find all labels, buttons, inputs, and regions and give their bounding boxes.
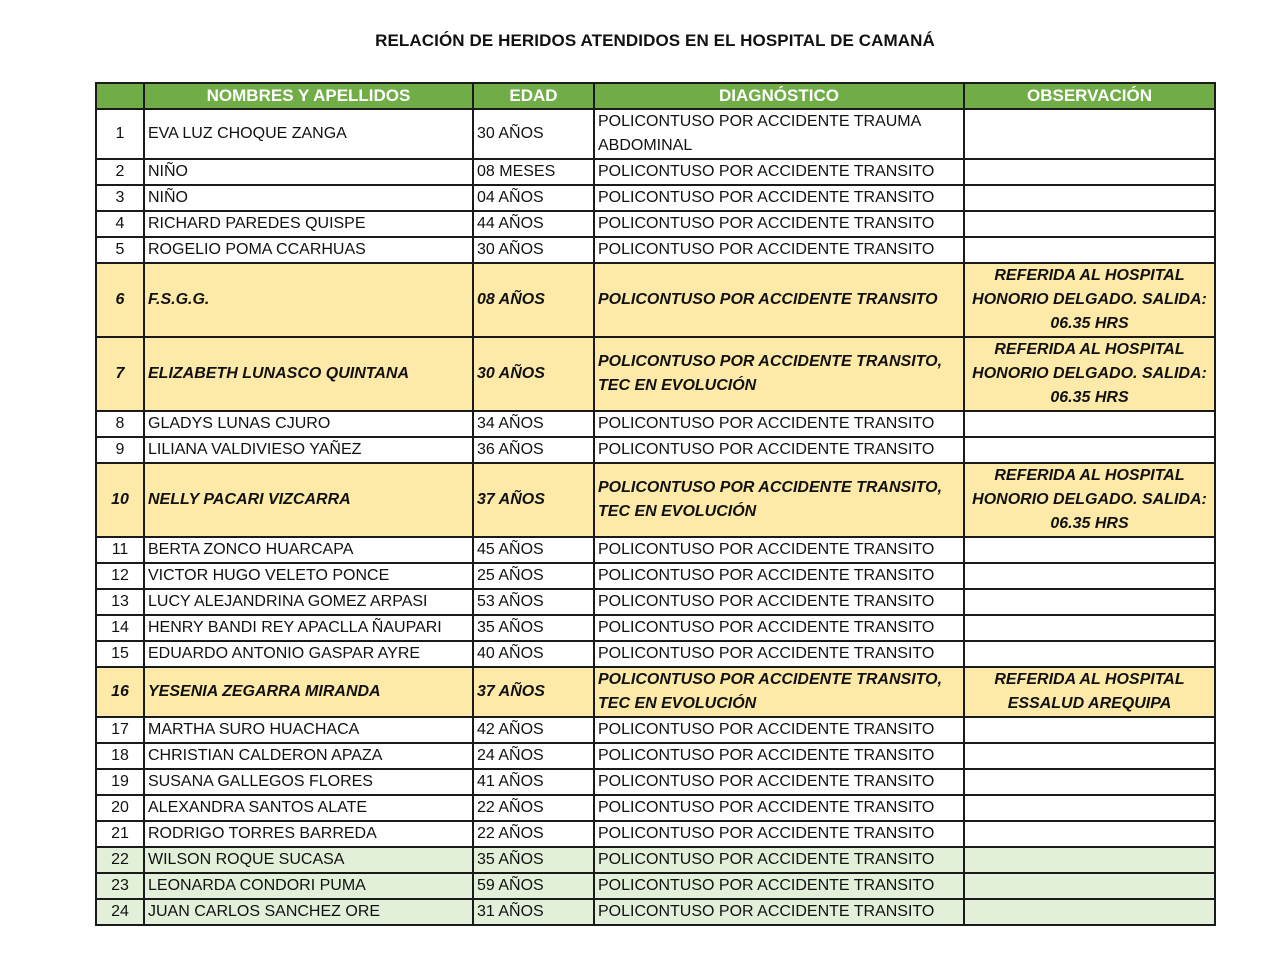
table-row bbox=[96, 185, 1215, 211]
diagnosis-cell: POLICONTUSO POR ACCIDENTE TRANSITO bbox=[594, 615, 964, 641]
diagnosis-cell: POLICONTUSO POR ACCIDENTE TRANSITO bbox=[594, 795, 964, 821]
diagnosis-cell: POLICONTUSO POR ACCIDENTE TRANSITO bbox=[594, 589, 964, 615]
patient-name-cell: MARTHA SURO HUACHACA bbox=[144, 717, 473, 743]
observation-cell bbox=[964, 109, 1215, 159]
age-cell: 30 AÑOS bbox=[473, 237, 594, 263]
age-cell: 36 AÑOS bbox=[473, 437, 594, 463]
table-row bbox=[96, 589, 1215, 615]
observation-cell bbox=[964, 159, 1215, 185]
table-row bbox=[96, 899, 1215, 925]
row-number-cell: 20 bbox=[96, 795, 144, 821]
observation-cell bbox=[964, 411, 1215, 437]
diagnosis-cell: POLICONTUSO POR ACCIDENTE TRANSITO bbox=[594, 237, 964, 263]
observation-cell bbox=[964, 211, 1215, 237]
patient-name-cell: WILSON ROQUE SUCASA bbox=[144, 847, 473, 873]
age-cell: 35 AÑOS bbox=[473, 615, 594, 641]
table-row bbox=[96, 847, 1215, 873]
age-cell: 22 AÑOS bbox=[473, 795, 594, 821]
row-number-cell: 12 bbox=[96, 563, 144, 589]
row-number-cell: 19 bbox=[96, 769, 144, 795]
observation-cell bbox=[964, 237, 1215, 263]
age-cell: 31 AÑOS bbox=[473, 899, 594, 925]
observation-cell bbox=[964, 795, 1215, 821]
diagnosis-cell: POLICONTUSO POR ACCIDENTE TRANSITO bbox=[594, 873, 964, 899]
patient-name-cell: LILIANA VALDIVIESO YAÑEZ bbox=[144, 437, 473, 463]
patient-name-cell: LUCY ALEJANDRINA GOMEZ ARPASI bbox=[144, 589, 473, 615]
age-cell: 25 AÑOS bbox=[473, 563, 594, 589]
age-cell: 08 AÑOS bbox=[473, 263, 594, 337]
table-row bbox=[96, 641, 1215, 667]
age-cell: 40 AÑOS bbox=[473, 641, 594, 667]
patient-name-cell: NIÑO bbox=[144, 159, 473, 185]
row-number-cell: 3 bbox=[96, 185, 144, 211]
age-cell: 24 AÑOS bbox=[473, 743, 594, 769]
diagnosis-cell: POLICONTUSO POR ACCIDENTE TRANSITO bbox=[594, 185, 964, 211]
observation-cell bbox=[964, 769, 1215, 795]
observation-cell bbox=[964, 563, 1215, 589]
diagnosis-cell: POLICONTUSO POR ACCIDENTE TRANSITO bbox=[594, 641, 964, 667]
table-row bbox=[96, 667, 1215, 717]
age-cell: 30 AÑOS bbox=[473, 109, 594, 159]
diagnosis-cell: POLICONTUSO POR ACCIDENTE TRANSITO bbox=[594, 769, 964, 795]
patient-name-cell: GLADYS LUNAS CJURO bbox=[144, 411, 473, 437]
table-row bbox=[96, 437, 1215, 463]
observation-cell bbox=[964, 185, 1215, 211]
observation-cell bbox=[964, 615, 1215, 641]
row-number-cell: 16 bbox=[96, 667, 144, 717]
diagnosis-cell: POLICONTUSO POR ACCIDENTE TRANSITO bbox=[594, 717, 964, 743]
observation-cell bbox=[964, 437, 1215, 463]
row-number-cell: 17 bbox=[96, 717, 144, 743]
diagnosis-cell: POLICONTUSO POR ACCIDENTE TRANSITO bbox=[594, 899, 964, 925]
diagnosis-cell: POLICONTUSO POR ACCIDENTE TRANSITO bbox=[594, 743, 964, 769]
diagnosis-cell: POLICONTUSO POR ACCIDENTE TRAUMA ABDOMINAL bbox=[594, 109, 964, 159]
patient-name-cell: ELIZABETH LUNASCO QUINTANA bbox=[144, 337, 473, 411]
age-cell: 42 AÑOS bbox=[473, 717, 594, 743]
age-cell: 44 AÑOS bbox=[473, 211, 594, 237]
table-row bbox=[96, 159, 1215, 185]
observation-cell: REFERIDA AL HOSPITAL HONORIO DELGADO. SALIDA: 06.35 HRS bbox=[964, 263, 1215, 337]
diagnosis-cell: POLICONTUSO POR ACCIDENTE TRANSITO bbox=[594, 411, 964, 437]
diagnosis-cell: POLICONTUSO POR ACCIDENTE TRANSITO bbox=[594, 437, 964, 463]
row-number-cell: 7 bbox=[96, 337, 144, 411]
diagnosis-cell: POLICONTUSO POR ACCIDENTE TRANSITO bbox=[594, 537, 964, 563]
header-observation: OBSERVACIÓN bbox=[964, 83, 1215, 109]
table-row bbox=[96, 563, 1215, 589]
row-number-cell: 22 bbox=[96, 847, 144, 873]
patient-name-cell: YESENIA ZEGARRA MIRANDA bbox=[144, 667, 473, 717]
observation-cell bbox=[964, 821, 1215, 847]
age-cell: 30 AÑOS bbox=[473, 337, 594, 411]
diagnosis-cell: POLICONTUSO POR ACCIDENTE TRANSITO bbox=[594, 263, 964, 337]
table-row bbox=[96, 795, 1215, 821]
row-number-cell: 9 bbox=[96, 437, 144, 463]
patient-name-cell: BERTA ZONCO HUARCAPA bbox=[144, 537, 473, 563]
diagnosis-cell: POLICONTUSO POR ACCIDENTE TRANSITO bbox=[594, 159, 964, 185]
table-row bbox=[96, 411, 1215, 437]
table-row bbox=[96, 743, 1215, 769]
row-number-cell: 10 bbox=[96, 463, 144, 537]
patient-name-cell: RICHARD PAREDES QUISPE bbox=[144, 211, 473, 237]
table-row bbox=[96, 537, 1215, 563]
diagnosis-cell: POLICONTUSO POR ACCIDENTE TRANSITO bbox=[594, 847, 964, 873]
header-diagnosis: DIAGNÓSTICO bbox=[594, 83, 964, 109]
row-number-cell: 2 bbox=[96, 159, 144, 185]
row-number-cell: 4 bbox=[96, 211, 144, 237]
age-cell: 41 AÑOS bbox=[473, 769, 594, 795]
page-title: RELACIÓN DE HERIDOS ATENDIDOS EN EL HOSPITAL DE CAMANÁ bbox=[375, 31, 935, 50]
wounded-table bbox=[95, 82, 1216, 926]
table-row bbox=[96, 463, 1215, 537]
observation-cell bbox=[964, 537, 1215, 563]
table-row bbox=[96, 109, 1215, 159]
diagnosis-cell: POLICONTUSO POR ACCIDENTE TRANSITO, TEC EN EVOLUCIÓN bbox=[594, 667, 964, 717]
row-number-cell: 23 bbox=[96, 873, 144, 899]
patient-name-cell: F.S.G.G. bbox=[144, 263, 473, 337]
row-number-cell: 1 bbox=[96, 109, 144, 159]
patient-name-cell: VICTOR HUGO VELETO PONCE bbox=[144, 563, 473, 589]
row-number-cell: 5 bbox=[96, 237, 144, 263]
observation-cell bbox=[964, 743, 1215, 769]
age-cell: 59 AÑOS bbox=[473, 873, 594, 899]
table-row bbox=[96, 873, 1215, 899]
patient-name-cell: LEONARDA CONDORI PUMA bbox=[144, 873, 473, 899]
patient-name-cell: RODRIGO TORRES BARREDA bbox=[144, 821, 473, 847]
patient-name-cell: ROGELIO POMA CCARHUAS bbox=[144, 237, 473, 263]
diagnosis-cell: POLICONTUSO POR ACCIDENTE TRANSITO bbox=[594, 821, 964, 847]
observation-cell: REFERIDA AL HOSPITAL ESSALUD AREQUIPA bbox=[964, 667, 1215, 717]
patient-name-cell: EVA LUZ CHOQUE ZANGA bbox=[144, 109, 473, 159]
patient-name-cell: EDUARDO ANTONIO GASPAR AYRE bbox=[144, 641, 473, 667]
table-header-row bbox=[96, 83, 1215, 109]
observation-cell: REFERIDA AL HOSPITAL HONORIO DELGADO. SALIDA: 06.35 HRS bbox=[964, 463, 1215, 537]
row-number-cell: 18 bbox=[96, 743, 144, 769]
header-age: EDAD bbox=[473, 83, 594, 109]
age-cell: 04 AÑOS bbox=[473, 185, 594, 211]
table-row bbox=[96, 337, 1215, 411]
patient-name-cell: ALEXANDRA SANTOS ALATE bbox=[144, 795, 473, 821]
age-cell: 37 AÑOS bbox=[473, 463, 594, 537]
diagnosis-cell: POLICONTUSO POR ACCIDENTE TRANSITO bbox=[594, 563, 964, 589]
observation-cell bbox=[964, 847, 1215, 873]
age-cell: 35 AÑOS bbox=[473, 847, 594, 873]
table-row bbox=[96, 769, 1215, 795]
row-number-cell: 14 bbox=[96, 615, 144, 641]
diagnosis-cell: POLICONTUSO POR ACCIDENTE TRANSITO, TEC EN EVOLUCIÓN bbox=[594, 463, 964, 537]
patient-name-cell: NELLY PACARI VIZCARRA bbox=[144, 463, 473, 537]
age-cell: 22 AÑOS bbox=[473, 821, 594, 847]
table-row bbox=[96, 717, 1215, 743]
row-number-cell: 6 bbox=[96, 263, 144, 337]
patient-name-cell: CHRISTIAN CALDERON APAZA bbox=[144, 743, 473, 769]
table-row bbox=[96, 821, 1215, 847]
patient-name-cell: HENRY BANDI REY APACLLA ÑAUPARI bbox=[144, 615, 473, 641]
patient-name-cell: NIÑO bbox=[144, 185, 473, 211]
diagnosis-cell: POLICONTUSO POR ACCIDENTE TRANSITO, TEC EN EVOLUCIÓN bbox=[594, 337, 964, 411]
row-number-cell: 13 bbox=[96, 589, 144, 615]
table-row bbox=[96, 615, 1215, 641]
patient-name-cell: JUAN CARLOS SANCHEZ ORE bbox=[144, 899, 473, 925]
patient-name-cell: SUSANA GALLEGOS FLORES bbox=[144, 769, 473, 795]
age-cell: 08 MESES bbox=[473, 159, 594, 185]
diagnosis-cell: POLICONTUSO POR ACCIDENTE TRANSITO bbox=[594, 211, 964, 237]
observation-cell bbox=[964, 589, 1215, 615]
row-number-cell: 11 bbox=[96, 537, 144, 563]
observation-cell: REFERIDA AL HOSPITAL HONORIO DELGADO. SALIDA: 06.35 HRS bbox=[964, 337, 1215, 411]
table-body bbox=[96, 109, 1215, 925]
table-row bbox=[96, 211, 1215, 237]
table-row bbox=[96, 237, 1215, 263]
observation-cell bbox=[964, 717, 1215, 743]
row-number-cell: 21 bbox=[96, 821, 144, 847]
age-cell: 34 AÑOS bbox=[473, 411, 594, 437]
age-cell: 53 AÑOS bbox=[473, 589, 594, 615]
observation-cell bbox=[964, 641, 1215, 667]
table-row bbox=[96, 263, 1215, 337]
observation-cell bbox=[964, 873, 1215, 899]
row-number-cell: 8 bbox=[96, 411, 144, 437]
header-name: NOMBRES Y APELLIDOS bbox=[144, 83, 473, 109]
header-number bbox=[96, 83, 144, 109]
age-cell: 37 AÑOS bbox=[473, 667, 594, 717]
row-number-cell: 24 bbox=[96, 899, 144, 925]
row-number-cell: 15 bbox=[96, 641, 144, 667]
observation-cell bbox=[964, 899, 1215, 925]
age-cell: 45 AÑOS bbox=[473, 537, 594, 563]
